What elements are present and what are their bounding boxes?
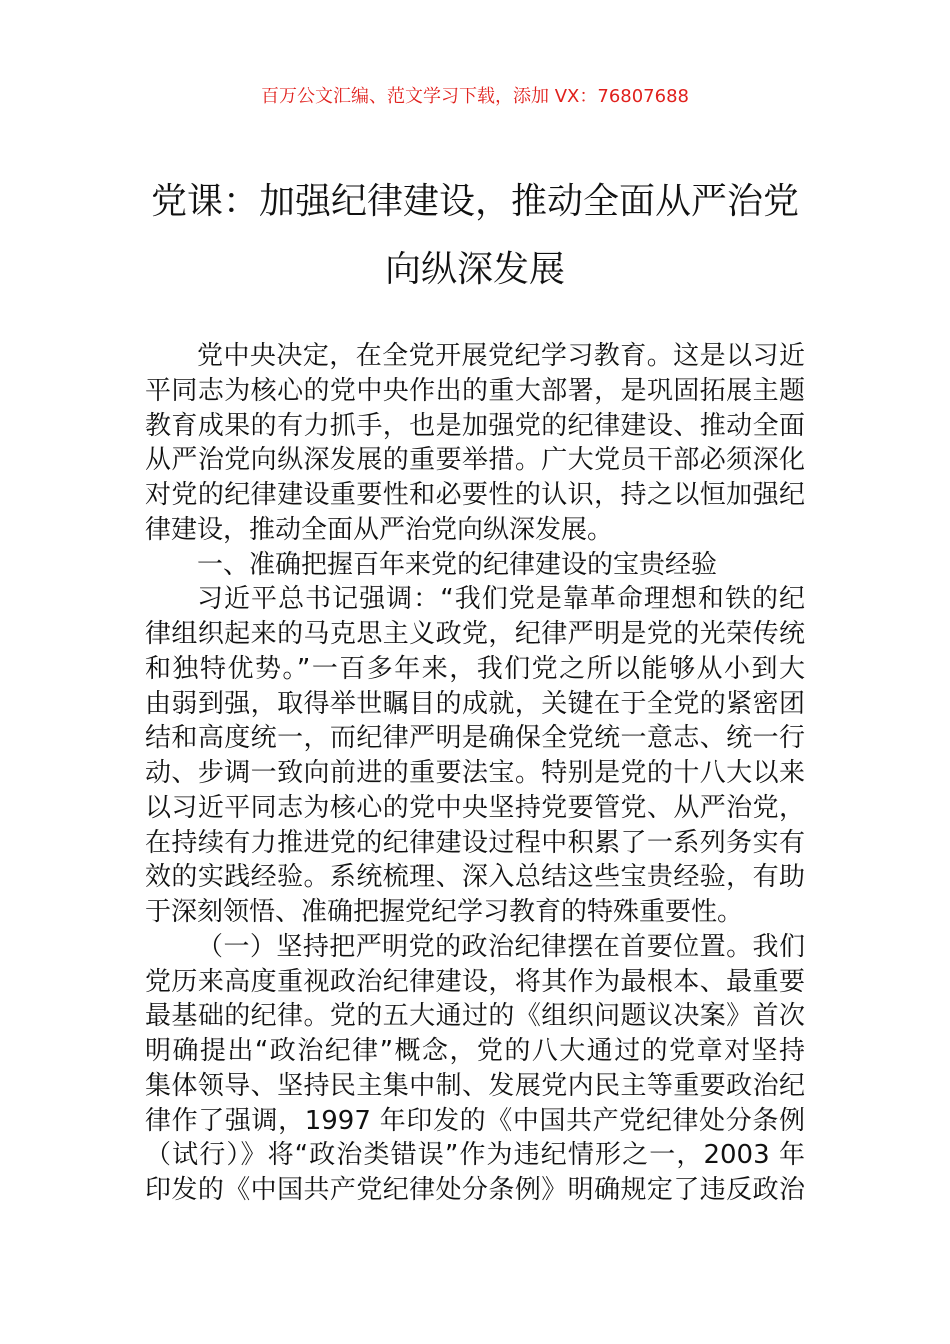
text-line: 教育成果的有力抓手，也是加强党的纪律建设、推动全面 — [145, 410, 805, 441]
text-line: 平同志为核心的党中央作出的重大部署，是巩固拓展主题 — [145, 375, 805, 406]
text-line: 最基础的纪律。党的五大通过的《组织问题议决案》首次 — [145, 1001, 805, 1032]
text-line: 在持续有力推进党的纪律建设过程中积累了一系列务实有 — [145, 827, 805, 858]
text-line: 动、步调一致向前进的重要法宝。特别是党的十八大以来 — [145, 758, 805, 788]
text-line: 效的实践经验。系统梳理、深入总结这些宝贵经验，有助 — [145, 862, 805, 893]
document-title-line-1: 党课：加强纪律建设，推动全面从严治党 — [150, 181, 799, 222]
text-line: 律组织起来的马克思主义政党，纪律严明是党的光荣传统 — [145, 619, 805, 649]
text-line: 明确提出“政治纪律”概念，党的八大通过的党章对坚持 — [145, 1036, 805, 1066]
text-line: 由弱到强，取得举世瞩目的成就，关键在于全党的紧密团 — [145, 688, 805, 719]
text-line: 集体领导、坚持民主集中制、发展党内民主等重要政治纪 — [145, 1070, 805, 1101]
document-title-line-2: 向纵深发展 — [384, 249, 565, 290]
text-line: 于深刻领悟、准确把握党纪学习教育的特殊重要性。 — [145, 897, 744, 927]
document-body — [145, 339, 805, 1208]
text-line: 以习近平同志为核心的党中央坚持党要管党、从严治党， — [145, 792, 805, 823]
text-line: 党历来高度重视政治纪律建设，将其作为最根本、最重要 — [145, 966, 805, 997]
text-line: 结和高度统一，而纪律严明是确保全党统一意志、统一行 — [145, 723, 805, 754]
text-line: 习近平总书记强调：“我们党是靠革命理想和铁的纪 — [197, 584, 805, 615]
header-note: 百万公文汇编、范文学习下载，添加 VX：76807688 — [261, 86, 689, 107]
text-line: 和独特优势。”一百多年来，我们党之所以能够从小到大 — [145, 653, 805, 684]
text-line: （一）坚持把严明党的政治纪律摆在首要位置。我们 — [197, 931, 805, 962]
text-line: 党中央决定，在全党开展党纪学习教育。这是以习近 — [197, 341, 805, 371]
text-line: 律建设，推动全面从严治党向纵深发展。 — [145, 514, 614, 545]
text-line: 律作了强调，1997 年印发的《中国共产党纪律处分条例 — [145, 1105, 805, 1136]
text-line: 对党的纪律建设重要性和必要性的认识，持之以恒加强纪 — [145, 480, 805, 510]
text-line: 从严治党向纵深发展的重要举措。广大党员干部必须深化 — [145, 445, 805, 476]
text-line: 一、准确把握百年来党的纪律建设的宝贵经验 — [197, 549, 718, 580]
text-line: （试行）》将“政治类错误”作为违纪情形之一，2003 年 — [145, 1140, 805, 1171]
text-line: 印发的《中国共产党纪律处分条例》明确规定了违反政治 — [145, 1175, 805, 1205]
